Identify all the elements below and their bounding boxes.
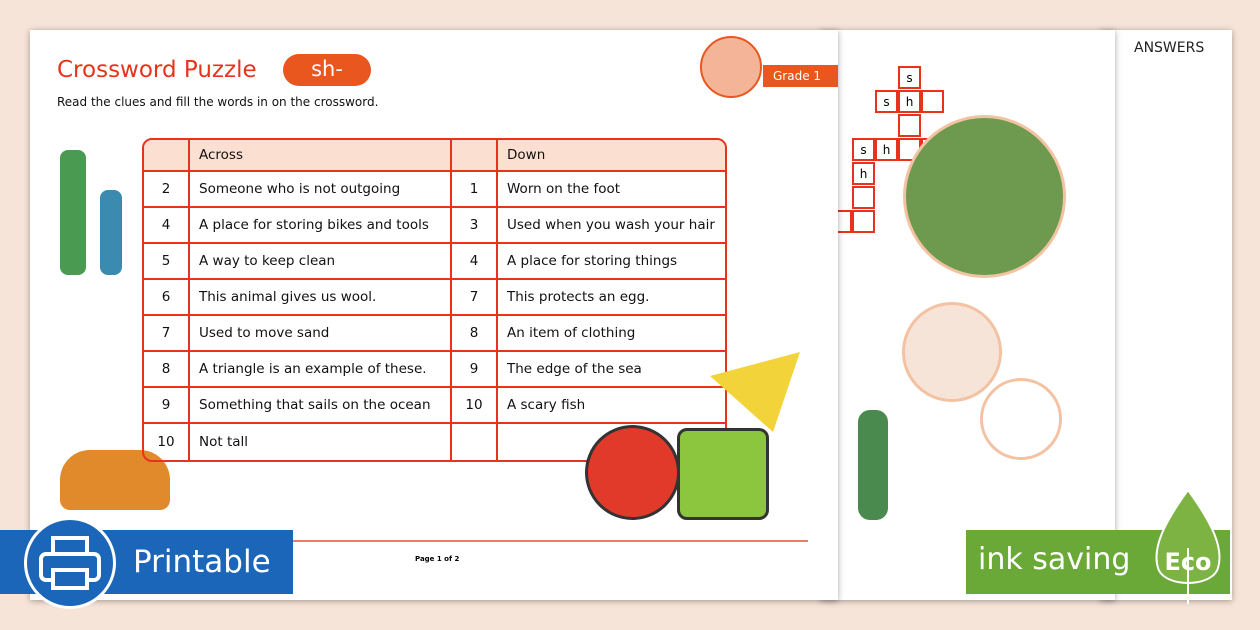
ink-saving-badge: ink saving [966, 530, 1230, 594]
clue-text: Worn on the foot [498, 172, 725, 208]
crossword-cell: h [852, 162, 875, 185]
down-header: Down [498, 140, 725, 172]
girl-illustration [902, 302, 1002, 402]
table-row [144, 280, 725, 316]
crossword-cell: s [875, 90, 898, 113]
mouse-illustration [980, 378, 1062, 460]
clue-number: 2 [144, 172, 190, 208]
crossword-cell [921, 90, 944, 113]
clue-text: Something that sails on the ocean [190, 388, 452, 424]
crossword-cell [852, 186, 875, 209]
crossword-cell: h [875, 138, 898, 161]
crossword-cell: s [898, 66, 921, 89]
clue-text: Used when you wash your hair [498, 208, 725, 244]
clue-text: Used to move sand [190, 316, 452, 352]
clue-number: 4 [452, 244, 498, 280]
clue-number: 7 [452, 280, 498, 316]
clue-text: A way to keep clean [190, 244, 452, 280]
clue-text: A triangle is an example of these. [190, 352, 452, 388]
grade-badge: Grade 1 [763, 65, 838, 87]
boy-illustration [858, 410, 888, 520]
clue-text: This protects an egg. [498, 280, 725, 316]
clue-text: This animal gives us wool. [190, 280, 452, 316]
sheep-illustration [903, 115, 1066, 278]
table-row [144, 316, 725, 352]
clue-number: 5 [144, 244, 190, 280]
page-number: Page 1 of 2 [415, 555, 460, 563]
clue-number [452, 424, 498, 460]
table-header [144, 140, 725, 172]
red-button-illustration [585, 425, 680, 520]
crossword-page [820, 30, 1115, 600]
crossword-cell [852, 210, 875, 233]
clue-number: 3 [452, 208, 498, 244]
brand-logo [720, 550, 810, 572]
clues-table [142, 138, 727, 462]
clue-number: 10 [452, 388, 498, 424]
crossword-cell: h [898, 90, 921, 113]
table-row [144, 172, 725, 208]
printable-badge: Printable [0, 530, 293, 594]
worksheet-page [30, 30, 838, 600]
table-row [144, 388, 725, 424]
clue-text: An item of clothing [498, 316, 725, 352]
clue-number: 1 [452, 172, 498, 208]
green-button-illustration [677, 428, 769, 520]
answers-title: ANSWERS [1134, 40, 1205, 56]
eco-label: Eco [1164, 548, 1212, 576]
crossword-cell: s [852, 138, 875, 161]
page-title: Crossword Puzzle [57, 57, 257, 83]
table-row [144, 208, 725, 244]
instructions: Read the clues and fill the words in on the crossword. [57, 95, 379, 109]
clue-text: A scary fish [498, 388, 725, 424]
clue-number: 6 [144, 280, 190, 316]
clue-number: 8 [452, 316, 498, 352]
clue-text: A place for storing bikes and tools [190, 208, 452, 244]
across-header: Across [190, 140, 452, 172]
clue-number: 10 [144, 424, 190, 460]
clue-text: The edge of the sea [498, 352, 725, 388]
children-illustration [700, 36, 762, 98]
crossword-cell [898, 114, 921, 137]
people-illustration [55, 140, 135, 280]
clue-number: 4 [144, 208, 190, 244]
printer-icon [24, 517, 116, 609]
clue-number: 7 [144, 316, 190, 352]
sound-badge: sh- [283, 54, 371, 86]
clue-number: 9 [452, 352, 498, 388]
table-row [144, 352, 725, 388]
clue-text: Not tall [190, 424, 452, 460]
clue-number: 9 [144, 388, 190, 424]
clue-number: 8 [144, 352, 190, 388]
eco-leaf-icon [1152, 488, 1224, 604]
table-row [144, 244, 725, 280]
clue-text: Someone who is not outgoing [190, 172, 452, 208]
clue-text: A place for storing things [498, 244, 725, 280]
